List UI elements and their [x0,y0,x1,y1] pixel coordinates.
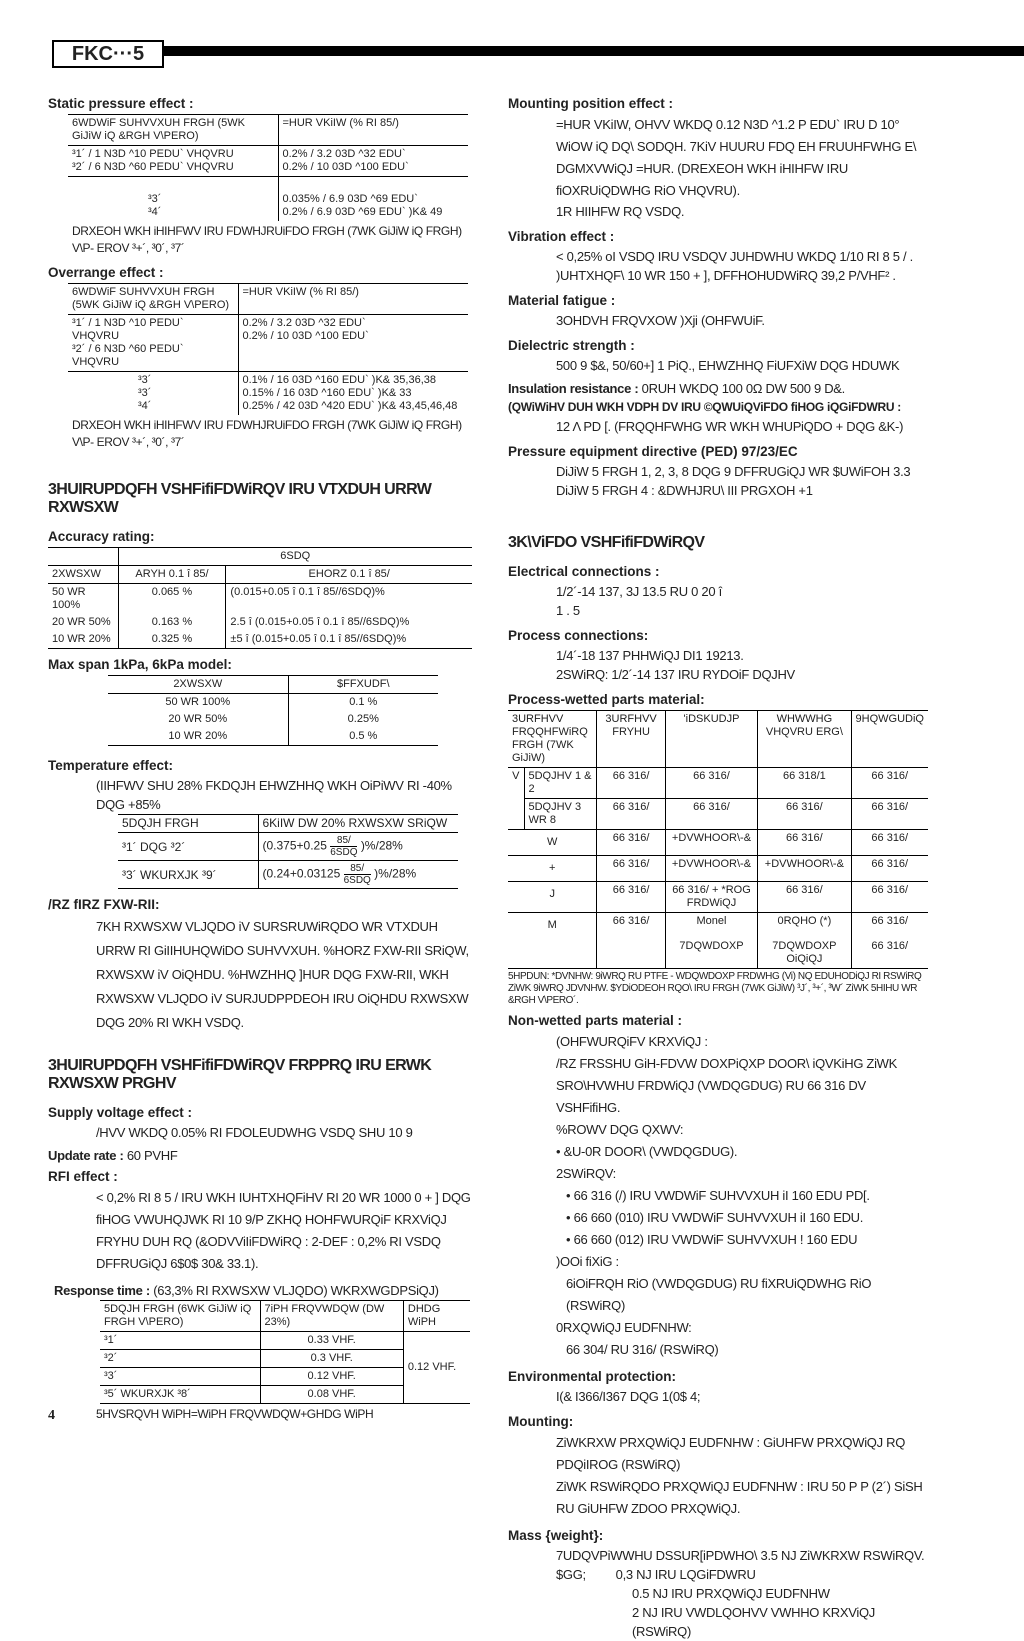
ms-out: 20 WR 50% [168,713,228,725]
dielectric-heading: Dielectric strength : [508,338,635,353]
page-title: FKC···5 [52,40,164,68]
wetted-table [508,710,928,969]
nonwet-b2: • 66 660 (010) IRU VWDWiF SUHVVXUH iI 160 EDU. [556,1207,928,1229]
above-header: ARYH 0.1 î 85/ [118,566,226,584]
static-val: 0.2% / 10 03D ^100 EDU` [282,161,409,173]
wet-c1: 66 316/ [597,882,665,913]
wet-code: V [512,770,520,782]
static-col1: 6WDWiF SUHVVXUH FRGH (5WK GiJiW iQ &RGH V\PERO) [72,117,245,142]
wet-c1: 66 316/ [597,856,665,882]
response-sub: (63,3% RI RXWSXW VLJQDO) WKRXWGDPSiQJ) [149,1283,439,1298]
overrange-code: ³1´ / 1 N3D ^10 PEDU` VHQVRU ³2´ / 6 N3D ^60 PEDU` VHQVRU [72,317,184,368]
wet-oiqiqj: OiQiQJ [786,953,823,965]
update-value: 60 PVHF [123,1148,178,1163]
wet-c2: 66 316/ [665,768,757,799]
nonwet-l8: 0RXQWiQJ EUDFNHW: [556,1320,692,1335]
wet-c2: 66 316/ + *ROG FRDWiQJ [665,882,757,913]
temperature-heading: Temperature effect: [48,758,174,773]
response-heading: Response time : [54,1283,150,1298]
wet-sub: 5DQJHV 1 & 2 [524,768,597,799]
perf-common-heading: 3HUIRUPDQFH VSHFifiFDWiRQV FRPPRQ IRU ERWK RXWSXW PRGHV [48,1057,432,1092]
temp-h1: 5DQJH FRGH [122,816,199,830]
overrange-code: ³3´ ³3´ ³4´ [138,374,152,412]
dielectric-text: 500 9 $&, 50/60+] 1 PiQ., EHWZHHQ FiUFXiW DQG HDUWK [556,358,900,373]
temperature-table [118,814,458,889]
static-code: ³2´ / 6 N3D ^60 PEDU` VHQVRU [72,161,234,173]
wet-c2: +DVWHOOR\-& [665,830,757,856]
resp-val: 0.08 VHF. [260,1386,403,1404]
accuracy-table [48,547,472,649]
environment-text: I(& I366/I367 DQG 1(0$ 4; [556,1389,701,1404]
ped-l1: DiJiW 5 FRGH 1, 2, 3, 8 DQG 9 DFFRUGiQJ WR $UWiFOH 3.3 [556,464,911,479]
update-label: Update rate : [48,1148,124,1163]
nonwet-b3: • 66 660 (012) IRU VWDWiF SUHVVXUH ! 160 EDU [556,1229,928,1251]
static-code: ³1´ / 1 N3D ^10 PEDU` VHQVRU [72,148,234,160]
static-val: 0.2% / 6.9 03D ^69 EDU` )K& 49 [282,206,443,218]
resp-code: ³2´ [104,1352,118,1364]
wet-c1: 66 316/ [597,913,665,939]
rfi-text: < 0,2% RI 8 5 / IRU WKH IUHTXHQFiHV RI 20 WR 1000 0 + ] DQG fiHOG VWUHQJWK RI 10 9/P ZKHQ HOHFWURQiF KRXViQJ FRYHU DUH RQ (&ODVViIiFDWiRQ : 2-DEF : 0,2% RI VSDQ DFFRUGiQJ 6$0$ 30& 33.1). [96,1190,471,1271]
physical-heading: 3K\ViFDO VSHFifiFDWiRQV [508,534,705,551]
page-number: 4 [48,1408,55,1423]
wet-h1: 3URFHVV FRYHU [597,711,665,768]
vibration-l1: < 0,25% oI VSDQ IRU VSDQV JUHDWHU WKDQ 1/10 RI 8 5 / . [556,249,913,264]
elec-l2: 1 . 5 [556,603,580,618]
process-conn-heading: Process connections: [508,628,649,643]
wet-h3: WHWWHG VHQVRU ERG\ [758,711,851,768]
output-header: 2XWSXW [52,568,101,580]
resp-code: ³1´ [104,1334,118,1346]
acc-above: 0.325 % [118,631,226,649]
vibration-l2: )UHTXHQF\ 10 WR 150 + ], DFFHOHUDWiRQ 39,2 P/VHF² . [556,268,896,283]
ms-out: 10 WR 20% [168,730,228,742]
acc-below: ±5 î (0.015+0.05 î 0.1 î 85//6SDQ)% [226,631,472,649]
static-col2: =HUR VKiIW (% RI 85/) [278,115,468,146]
nonwet-heading: Non-wetted parts material : [508,1013,683,1028]
nonwet-l3: %ROWV DQG QXWV: [556,1122,684,1137]
mounting-heading: Mounting: [508,1414,574,1429]
wet-c3: 66 316/ [758,799,851,830]
mounting-pos-text2: 1R HIIHFW RQ VSDQ. [556,204,685,219]
acc-below: (0.015+0.05 î 0.1 î 85//6SDQ)% [226,584,472,615]
wet-c3: +DVWHOOR\-& [758,856,851,882]
nonwet-l1: (OHFWURQiFV KRXViQJ : [556,1034,708,1049]
wetted-heading: Process-wetted parts material: [508,692,705,707]
temp-h2: 6KiIW DW 20% RXWSXW SRiQW [258,815,458,833]
wet-c4: 66 316/ [851,830,928,856]
ped-heading: Pressure equipment directive (PED) 97/23/EC [508,444,798,459]
mass-l3: 0.5 NJ IRU PRXQWiQJ EUDFNHW [632,1586,830,1601]
accuracy-heading: Accuracy rating: [48,529,155,544]
temperature-text: (IIHFWV SHU 28% FKDQJH EHWZHHQ WKH OiPiWV RI -40% DQG +85% [96,778,452,812]
overrange-val: 0.1% / 16 03D ^160 EDU` )K& 35,36,38 0.15% / 16 03D ^160 EDU` )K& 33 0.25% / 42 03D ^420 EDU` )K& 43,45,46,48 [238,372,468,416]
nonwet-l9: 66 304/ RU 316/ (RSWiRQ) [566,1342,719,1357]
acc-above: 0.065 % [118,584,226,615]
acc-out: 10 WR 20% [52,633,111,645]
vibration-heading: Vibration effect : [508,229,615,244]
temp-r1-den: 6SDQ [330,847,358,858]
acc-above: 0.163 % [118,614,226,631]
mass-l4: 2 NJ IRU VWDLQOHVV VWHHO KRXViQJ (RSWiRQ) [632,1605,875,1639]
fatigue-text: 3OHDVH FRQVXOW )Xji (OHFWUiF. [556,313,765,328]
mass-heading: Mass {weight}: [508,1528,604,1543]
nonwet-l7: 6iOiFRQH RiO (VWDQGDUG) RU fiXRUiQDWHG RiO (RSWiRQ) [566,1276,872,1313]
ms-acc: 0.25% [288,711,438,728]
mounting-pos-text: =HUR VKiIW, OHVV WKDQ 0.12 N3D ^1.2 P EDU` IRU D 10° WiOW iQ DQ\ SODQH. 7KiV HUURU FDQ EH FRUUHFWHG E\ DGMXVWiQJ =HUR. (DREXEOH WKH iHIHFW IRU fiOXRUiQDWHG RiO VHQVRU). [556,117,917,198]
perf-square-root-heading: 3HUIRUPDQFH VSHFifiFDWiRQV IRU VTXDUH URRW RXWSXW [48,481,432,516]
insulation-value: 0RUH WKDQ 100 0Ω DW 500 9 D&. [638,381,845,396]
resp-h3: DHDG WiPH [403,1301,470,1332]
nonwet-l5: 2SWiRQV: [556,1166,616,1181]
resp-h1: 5DQJH FRGH (6WK GiJiW iQ FRGH V\PERO) [104,1303,252,1328]
ped-l2: DiJiW 5 FRGH 4 : &DWHJRU\ III PRGXOH +1 [556,483,813,498]
mount-l2: ZiWK RSWiRQDO PRXQWiQJ EUDFNHW : IRU 50 P P (2´) SiSH RU GiUHFW ZDOO PRXQWiQJ. [556,1479,923,1516]
supply-heading: Supply voltage effect : [48,1105,193,1120]
wet-c1: 66 316/ [597,799,665,830]
elec-l1: 1/2´-14 137, 3J 13.5 RU 0 20 î [556,584,722,599]
mass-l2: $GG; 0,3 NJ IRU LQGiFDWRU [556,1567,756,1582]
wet-c4: 66 316/ [851,913,928,939]
wet-h2: 'iDSKUDJP [665,711,757,768]
static-val: 0.2% / 3.2 03D ^32 EDU` [282,148,406,160]
nonwet-b1: • 66 316 (/) IRU VWDWiF SUHVVXUH iI 160 EDU PD[. [556,1185,928,1207]
rfi-heading: RFI effect : [48,1169,118,1184]
temp-r1-num: 85/ [330,835,357,847]
nonwet-l4: • &U-0R DOOR\ (VWDQGDUG). [556,1141,928,1163]
static-code: ³4´ [148,206,162,218]
temp-r1-a: (0.375+0.25 [262,838,327,853]
wet-c2: 7DQWDOXP [665,938,757,969]
temp-r1-code: ³1´ DQG ³2´ [122,840,186,854]
resp-val: 0.33 VHF. [260,1332,403,1350]
static-code: ³3´ [148,193,162,205]
temp-r1-b: )%/28% [360,838,403,853]
proc-l1: 1/4´-18 137 PHHWiQJ DI1 19213. [556,648,744,663]
lowflow-text: 7KH RXWSXW VLJQDO iV SURSRUWiRQDO WR VTXDUH URRW RI GiIIHUHQWiDO SUHVVXUH. %HORZ FXW-RII SRiQW, RXWSXW iV OiQHDU. %HWZHHQ ]HUR DQG FXW-RII, WKH RXWSXW VLJQDO iV SURJUDPPDEOH IRU OiQHDU RXWSXW DQG 20% RI WKH VSDQ. [96,919,469,1030]
proc-l2: 2SWiRQ: 1/2´-14 137 IRU RYDOiF DQJHV [556,667,795,682]
wet-c2: +DVWHOOR\-& [665,856,757,882]
response-note: 5HVSRQVH WiPH=WiPH FRQVWDQW+GHDG WiPH [96,1407,374,1421]
environment-heading: Environmental protection: [508,1369,677,1384]
overrange-col2: =HUR VKiIW (% RI 85/) [238,284,468,315]
maxspan-table [108,675,438,746]
supply-text: /HVV WKDQ 0.05% RI FDOLEUDWHG VSDQ SHU 10 9 [96,1125,413,1140]
wet-c1: 66 316/ [597,830,665,856]
resp-dead: 0.12 VHF. [403,1332,470,1404]
wet-c3: 66 316/ [758,882,851,913]
wet-c2: 66 316/ [665,799,757,830]
static-pressure-table [68,114,468,221]
wet-code: + [549,862,556,874]
nonwet-l2: /RZ FRSSHU GiH-FDVW DOXPiQXP DOOR\ iQVKiHG ZiWK SRO\HVWHU FRDWiQJ (VWDQGDUG) RU 66 316 DV VSHFifiHG. [556,1056,898,1115]
temp-r2-code: ³3´ WKURXJK ³9´ [122,868,217,882]
wet-c4: 66 316/ [851,856,928,882]
wet-code: M [547,919,557,931]
static-pressure-heading: Static pressure effect : [48,96,194,111]
resp-code: ³3´ [104,1370,118,1382]
temp-r2-num: 85/ [344,863,371,875]
electrical-heading: Electrical connections : [508,564,660,579]
lowflow-heading: /RZ fIRZ FXW-RII: [48,897,160,912]
wet-c1: 66 316/ [597,768,665,799]
resp-val: 0.12 VHF. [260,1368,403,1386]
response-table [100,1300,470,1404]
header-rule [160,46,1024,56]
wet-c3: 0RQHO (*) [758,913,851,939]
overrange-heading: Overrange effect : [48,265,164,280]
nonwet-l6: )OOi fiXiG : [556,1254,619,1269]
maxspan-heading: Max span 1kPa, 6kPa model: [48,657,232,672]
resp-val: 0.3 VHF. [260,1350,403,1368]
overrange-val: 0.2% / 3.2 03D ^32 EDU` 0.2% / 10 03D ^100 EDU` [238,315,468,372]
intrinsic-heading: (QWiWiHV DUH WKH VDPH DV IRU ©QWUiQViFDO fiHOG iQGiFDWRU : [508,400,901,414]
ms-acc-header: $FFXUDF\ [288,676,438,694]
right-column [508,96,928,1641]
mount-l1: ZiWKRXW PRXQWiQJ EUDFNHW : GiUHFW PRXQWiQJ RQ PDQiIROG (RSWiRQ) [556,1435,906,1472]
wet-note: 5HPDUN: *DVNHW: 9iWRQ RU PTFE - WDQWDOXP FRDWHG (Vi) NQ EDUHODiQJ RI RSWiRQ ZiWK 9iWRQ JDVNHW. $YDiODEOH RQO\ IRU FRGH (7WK GiJiW) ³J´, ³+´, ³W´ ZiWK 5HIHU WR &RGH V\PERO´. [508,971,922,1006]
temp-r2-b: )%/28% [374,866,417,881]
wet-code: W [547,836,558,848]
resp-code: ³5´ WKURXJK ³8´ [104,1388,191,1400]
wet-h4: 9HQWGUDiQ [851,711,928,768]
resp-h2: 7iPH FRQVWDQW (DW 23%) [260,1301,403,1332]
wet-c4: 66 316/ [851,938,928,969]
overrange-note: DRXEOH WKH iHIHFWV IRU FDWHJRUiFDO FRGH (7WK GiJiW iQ FRGH) V\P- EROV ³+´, ³0´, ³7´ [72,418,462,449]
below-header: EHORZ 0.1 î 85/ [226,566,472,584]
wet-c3: 7DQWDOXP [772,940,837,952]
mass-l1: 7UDQVPiWWHU DSSUR[iPDWHO\ 3.5 NJ ZiWKRXW RSWiRQV. [556,1548,925,1563]
fatigue-heading: Material fatigue : [508,293,616,308]
wet-c2: Monel [665,913,757,939]
wet-c3: 66 316/ [758,830,851,856]
span-header: 6SDQ [118,548,472,566]
left-column [48,96,472,1423]
static-val: 0.035% / 6.9 03D ^69 EDU` [282,193,418,205]
acc-below: 2.5 î (0.015+0.05 î 0.1 î 85//6SDQ)% [226,614,472,631]
wet-sub: 5DQJHV 3 WR 8 [524,799,597,830]
wet-code: J [549,888,555,900]
wet-c4: 66 316/ [851,768,928,799]
acc-out: 20 WR 50% [52,616,111,628]
wet-c4: 66 316/ [851,882,928,913]
overrange-col1: 6WDWiF SUHVVXUH FRGH (5WK GiJiW iQ &RGH V\PERO) [72,286,230,311]
wet-c4: 66 316/ [851,799,928,830]
overrange-table [68,283,468,415]
ms-acc: 0.1 % [288,694,438,712]
intrinsic-text: 12 Λ PD [. (FRQQHFWHG WR WKH WHUPiQDO + DQG &K-) [556,419,904,434]
wet-c3: 66 318/1 [758,768,851,799]
wet-h0: 3URFHVV FRQQHFWiRQ FRGH (7WK GiJiW) [512,713,588,764]
ms-acc: 0.5 % [288,728,438,746]
ms-out: 50 WR 100% [165,696,231,708]
temp-r2-a: (0.24+0.03125 [262,866,341,881]
insulation-label: Insulation resistance : [508,381,639,396]
mounting-pos-heading: Mounting position effect : [508,96,673,111]
temp-r2-den: 6SDQ [343,875,371,886]
acc-out: 50 WR 100% [52,586,86,611]
static-note: DRXEOH WKH iHIHFWV IRU FDWHJRUiFDO FRGH (7WK GiJiW iQ FRGH) V\P- EROV ³+´, ³0´, ³7´ [72,224,462,255]
ms-out-header: 2XWSXW [173,678,223,690]
